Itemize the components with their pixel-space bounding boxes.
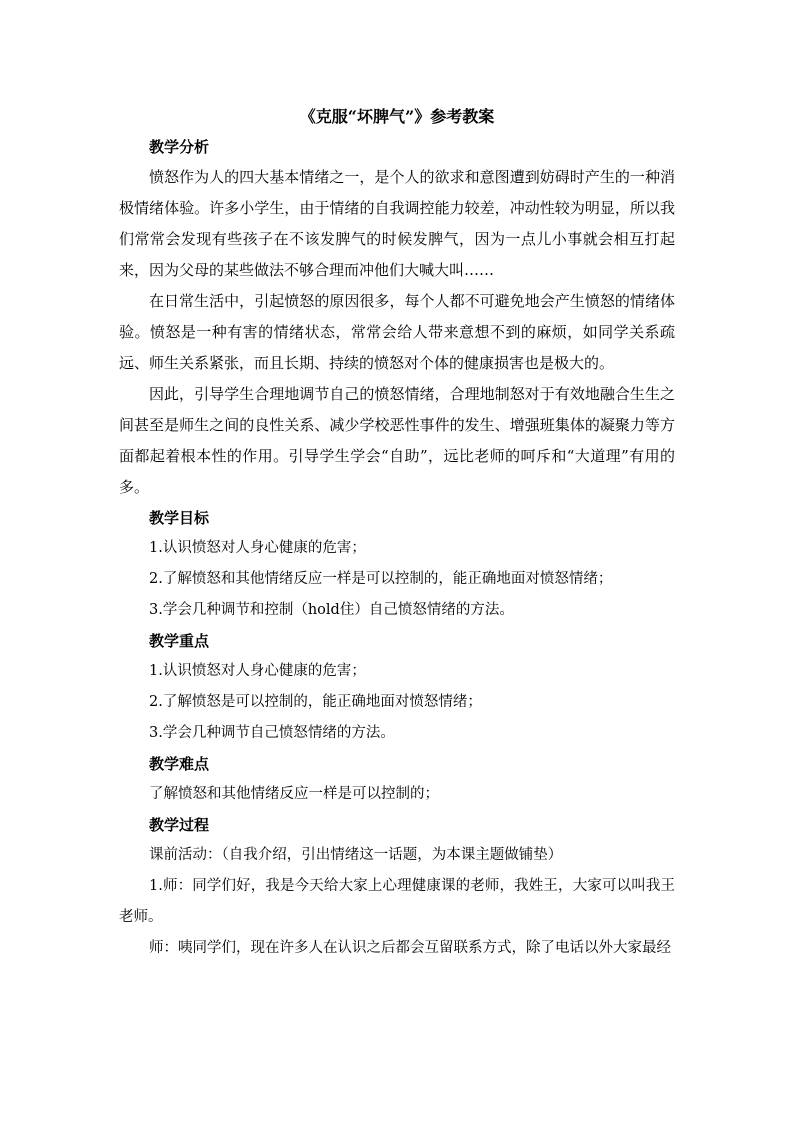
process-paragraph: 师：咦同学们，现在许多人在认识之后都会互留联系方式，除了电话以外大家最经 [149, 940, 671, 956]
analysis-paragraph: 因此，引导学生合理地调节自己的愤怒情绪，合理地制怒对于有效地融合生生之间甚至是师生之间的良性关系、减少学校恶性事件的发生、增强班集体的凝聚力等方面都起着根本性的作用。引导学生学会“自助”，远比老师的呵斥和“大道理”有用的多。 [119, 385, 675, 496]
key-point-item: 3.学会几种调节自己愤怒情绪的方法。 [149, 725, 395, 741]
difficulty-text: 了解愤怒和其他情绪反应一样是可以控制的； [149, 786, 439, 802]
section-heading-analysis: 教学分析 [149, 138, 210, 156]
section-heading-goals: 教学目标 [149, 509, 210, 527]
process-paragraph: 1.师：同学们好，我是今天给大家上心理健康课的老师，我姓王，大家可以叫我王老师。 [119, 878, 675, 925]
section-heading-key-points: 教学重点 [149, 632, 210, 650]
key-point-item: 1.认识愤怒对人身心健康的危害； [149, 663, 366, 679]
key-point-item: 2.了解愤怒是可以控制的，能正确地面对愤怒情绪； [149, 694, 482, 710]
section-heading-process: 教学过程 [149, 816, 210, 834]
section-heading-difficulties: 教学难点 [149, 755, 210, 773]
analysis-paragraph: 愤怒作为人的四大基本情绪之一，是个人的欲求和意图遭到妨碍时产生的一种消极情绪体验。许多小学生，由于情绪的自我调控能力较差，冲动性较为明显，所以我们常常会发现有些孩子在不该发脾气的时候发脾气，因为一点儿小事就会相互打起来，因为父母的某些做法不够合理而冲他们大喊大叫…… [119, 168, 675, 279]
analysis-paragraph: 在日常生活中，引起愤怒的原因很多，每个人都不可避免地会产生愤怒的情绪体验。愤怒是一种有害的情绪状态，常常会给人带来意想不到的麻烦，如同学关系疏远、师生关系紧张，而且长期、持续的愤怒对个体的健康损害也是极大的。 [119, 292, 675, 372]
goal-item: 1.认识愤怒对人身心健康的危害； [149, 540, 366, 556]
goal-item: 3.学会几种调节和控制（hold住）自己愤怒情绪的方法。 [149, 602, 514, 618]
document-title: 《克服“坏脾气”》参考教案 [299, 107, 495, 126]
document-page [119, 104, 675, 964]
goal-item: 2.了解愤怒和其他情绪反应一样是可以控制的，能正确地面对愤怒情绪； [149, 571, 613, 587]
process-intro: 课前活动：（自我介绍，引出情绪这一话题，为本课主题做铺垫） [149, 847, 563, 863]
